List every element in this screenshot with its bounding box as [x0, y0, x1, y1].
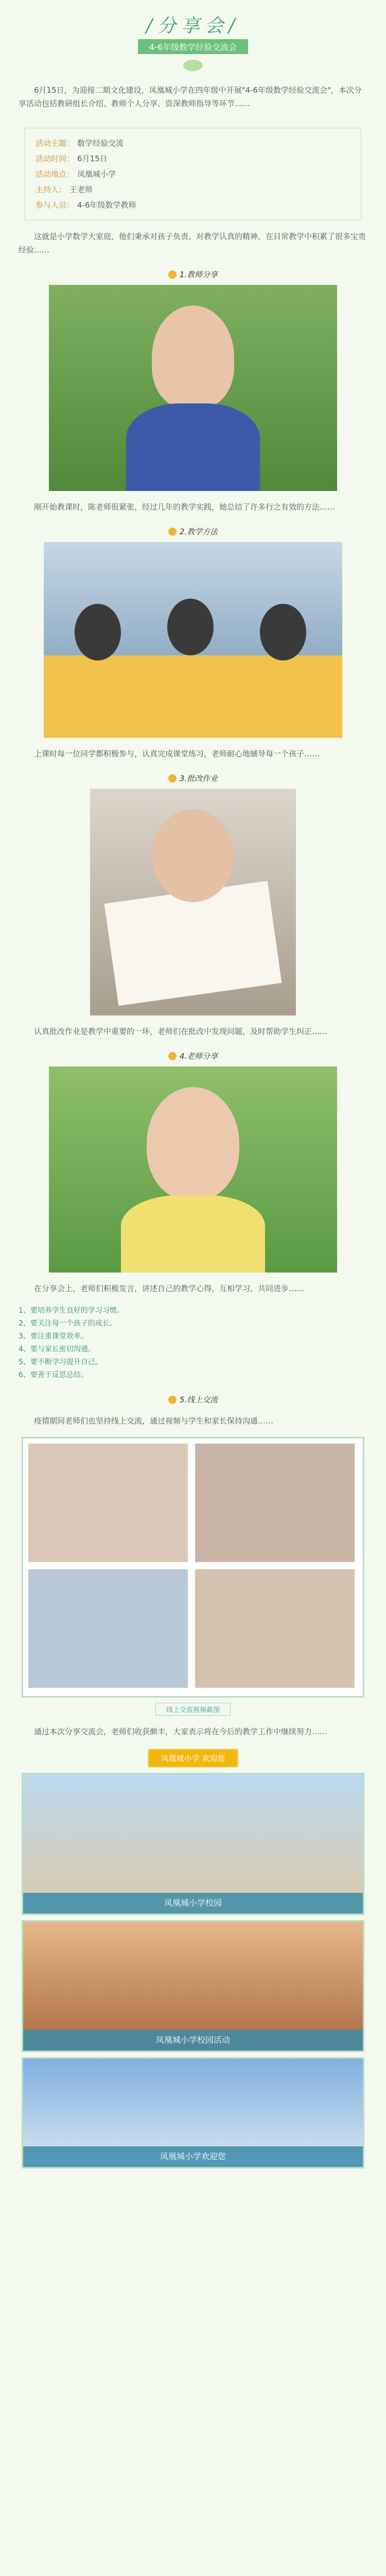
- school-photo: [22, 1773, 364, 1915]
- quote-list: [19, 1304, 367, 1382]
- section-heading: [0, 1394, 386, 1405]
- classroom-photo: [44, 542, 342, 738]
- list-item: 3、要注重课堂效率。: [19, 1332, 88, 1341]
- meta-key: 主持人：: [36, 185, 67, 194]
- teacher-portrait-photo: [49, 1066, 337, 1273]
- bullet-icon: [168, 1052, 177, 1060]
- video-grid: [22, 1437, 364, 1698]
- subtitle-badge: 4-6年级数学经验交流会: [138, 39, 248, 54]
- meta-key: 参与人员：: [36, 200, 75, 210]
- photo-caption: 凤凰城小学欢迎您: [23, 2146, 363, 2167]
- welcome-banner: 凤凰城小学 欢迎您: [148, 1749, 239, 1768]
- list-item: 4、要与家长密切沟通。: [19, 1345, 95, 1353]
- leaf-icon: [183, 60, 203, 71]
- bullet-icon: [168, 774, 177, 783]
- meta-value: 数学经验交流: [77, 139, 124, 148]
- page-subtitle: [0, 39, 386, 54]
- meta-value: 王老师: [69, 185, 93, 194]
- meta-key: 活动地点：: [36, 170, 75, 179]
- meta-key: 活动时间：: [36, 154, 75, 163]
- video-caption: [0, 1703, 386, 1716]
- meta-value: 4-6年级数学教师: [77, 200, 136, 210]
- video-tile: [28, 1569, 188, 1688]
- bullet-icon: [168, 270, 177, 279]
- paragraph: 认真批改作业是教学中重要的一环，老师们在批改中发现问题，及时帮助学生纠正……: [34, 1027, 328, 1036]
- video-caption-text: 线上交流视频截图: [155, 1703, 231, 1716]
- paragraph: 这就是小学数学大家庭，他们秉承对孩子负责、对教学认真的精神，在日常教学中积累了很多宝贵经验……: [19, 232, 366, 255]
- header: [0, 0, 386, 77]
- section-heading-text: 2.教学方法: [179, 527, 218, 536]
- section-heading-text: 4.老师分享: [179, 1052, 218, 1061]
- bullet-icon: [168, 528, 177, 536]
- section-heading-text: 3.批改作业: [179, 774, 218, 783]
- video-tile: [28, 1444, 188, 1562]
- list-item: 2、要关注每一个孩子的成长。: [19, 1319, 117, 1328]
- meta-box: [25, 128, 361, 221]
- paragraph: 通过本次分享交流会，老师们收获颇丰，大家表示将在今后的教学工作中继续努力……: [34, 1727, 328, 1736]
- school-gate-photo: [22, 2057, 364, 2168]
- banner-wrap: [0, 1749, 386, 1768]
- meta-value: 凤凰城小学: [77, 170, 116, 179]
- section-heading-text: 5.线上交流: [179, 1395, 218, 1404]
- section-heading: [0, 526, 386, 537]
- video-tile: [195, 1569, 355, 1688]
- list-item: 6、要善于反思总结。: [19, 1371, 88, 1379]
- intro-paragraph: 6月15日，为迎接二期文化建设，凤凰城小学在四年级中开展"4-6年级数学经验交流会"，本次分享活动包括教研组长介绍、教师个人分享、资深教师指导等环节……: [19, 86, 362, 108]
- section-heading-text: 1.教师分享: [179, 270, 218, 279]
- section-heading: [0, 269, 386, 280]
- meta-row: [36, 166, 350, 182]
- meta-key: 活动主题：: [36, 139, 75, 148]
- video-tile: [195, 1444, 355, 1562]
- meta-row: [36, 151, 350, 166]
- page-title: /分享会/: [146, 15, 240, 37]
- paragraph: 刚开始教课时，陈老师很紧张，经过几年的教学实践，她总结了许多行之有效的方法……: [34, 502, 336, 512]
- activity-photo: [22, 1920, 364, 2052]
- bullet-icon: [168, 1396, 177, 1404]
- list-item: 1、要培养学生良好的学习习惯。: [19, 1307, 124, 1315]
- teacher-photo: [49, 285, 337, 491]
- paragraph: 上课时每一位同学都积极参与，认真完成课堂练习，老师耐心地辅导每一个孩子……: [34, 749, 320, 758]
- photo-caption: 凤凰城小学校园: [23, 1893, 363, 1913]
- meta-row: [36, 135, 350, 151]
- list-item: 5、要不断学习提升自己。: [19, 1358, 102, 1366]
- grading-photo: [90, 789, 296, 1015]
- paragraph: 疫情期间老师们也坚持线上交流，通过视频与学生和家长保持沟通……: [34, 1416, 274, 1426]
- section-heading: [0, 1050, 386, 1061]
- paragraph: 在分享会上，老师们积极发言，讲述自己的教学心得，互相学习，共同进步……: [34, 1284, 305, 1293]
- photo-caption: 凤凰城小学校园活动: [23, 2030, 363, 2050]
- meta-row: [36, 197, 350, 213]
- meta-row: [36, 182, 350, 197]
- section-heading: [0, 773, 386, 784]
- meta-value: 6月15日: [77, 154, 108, 163]
